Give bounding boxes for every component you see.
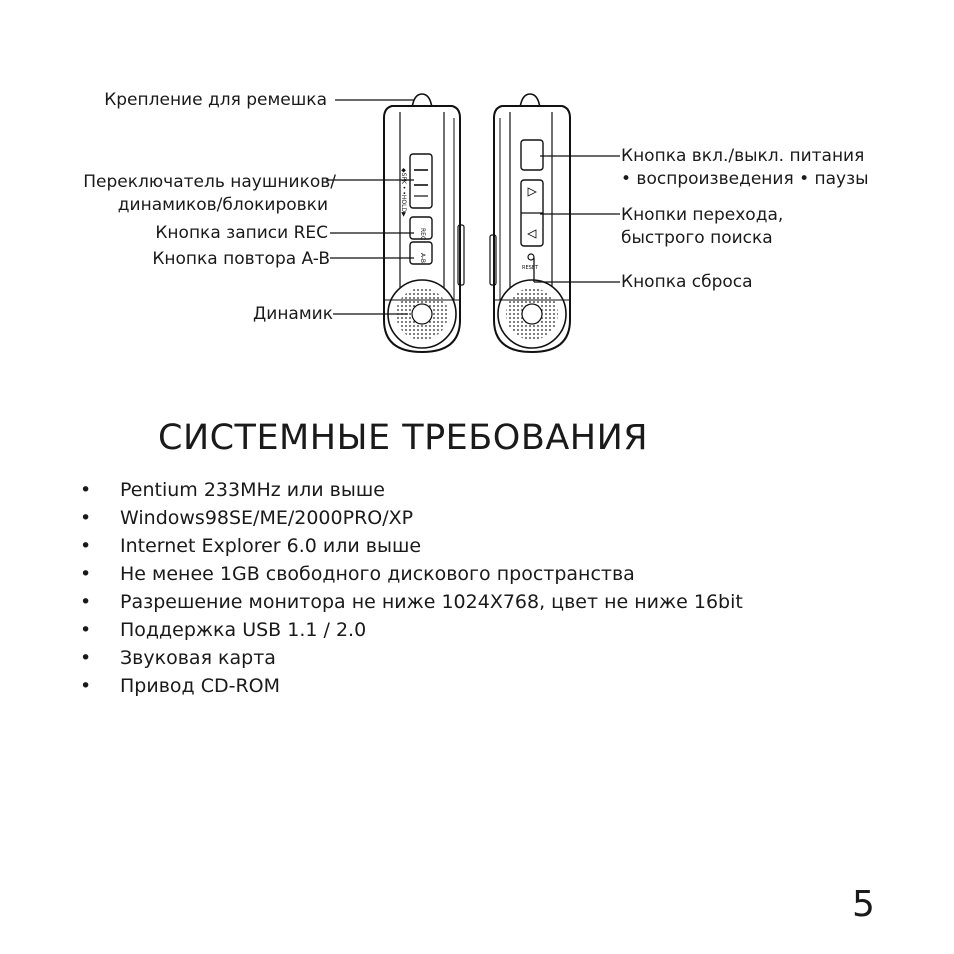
label-ab-button: Кнопка повтора A-B (152, 249, 330, 269)
bullet: • (80, 619, 92, 641)
bullet: • (80, 675, 92, 697)
bullet: • (80, 591, 92, 613)
device-left-view (384, 94, 464, 352)
ab-mark: A-B (419, 253, 426, 264)
bullet: • (80, 479, 92, 501)
rec-mark: REC (419, 228, 426, 241)
section-title: СИСТЕМНЫЕ ТРЕБОВАНИЯ (158, 418, 649, 458)
label-nav-line1: Кнопки перехода, (621, 205, 784, 225)
page-number: 5 (852, 884, 875, 925)
label-nav-line2: быстрого поиска (621, 228, 773, 248)
bullet: • (80, 647, 92, 669)
bullet: • (80, 563, 92, 585)
reset-mark: RESET (522, 265, 539, 271)
label-power-line1: Кнопка вкл./выкл. питания (621, 146, 865, 166)
bullet: • (80, 507, 92, 529)
svg-text:◆SPK • •HOLD▶: ◆SPK • •HOLD▶ (400, 168, 407, 217)
label-switch-line1: Переключатель наушников/ (83, 172, 336, 192)
leader-lines (326, 100, 620, 314)
device-right-view (490, 94, 570, 352)
label-rec-button: Кнопка записи REC (155, 223, 328, 243)
label-power-line2: • воспроизведения • паузы (621, 169, 869, 189)
label-switch-line2: динамиков/блокировки (117, 195, 328, 215)
label-speaker: Динамик (252, 304, 333, 324)
label-reset-button: Кнопка сброса (621, 272, 753, 292)
bullet: • (80, 535, 92, 557)
label-strap-mount: Крепление для ремешка (104, 90, 327, 110)
